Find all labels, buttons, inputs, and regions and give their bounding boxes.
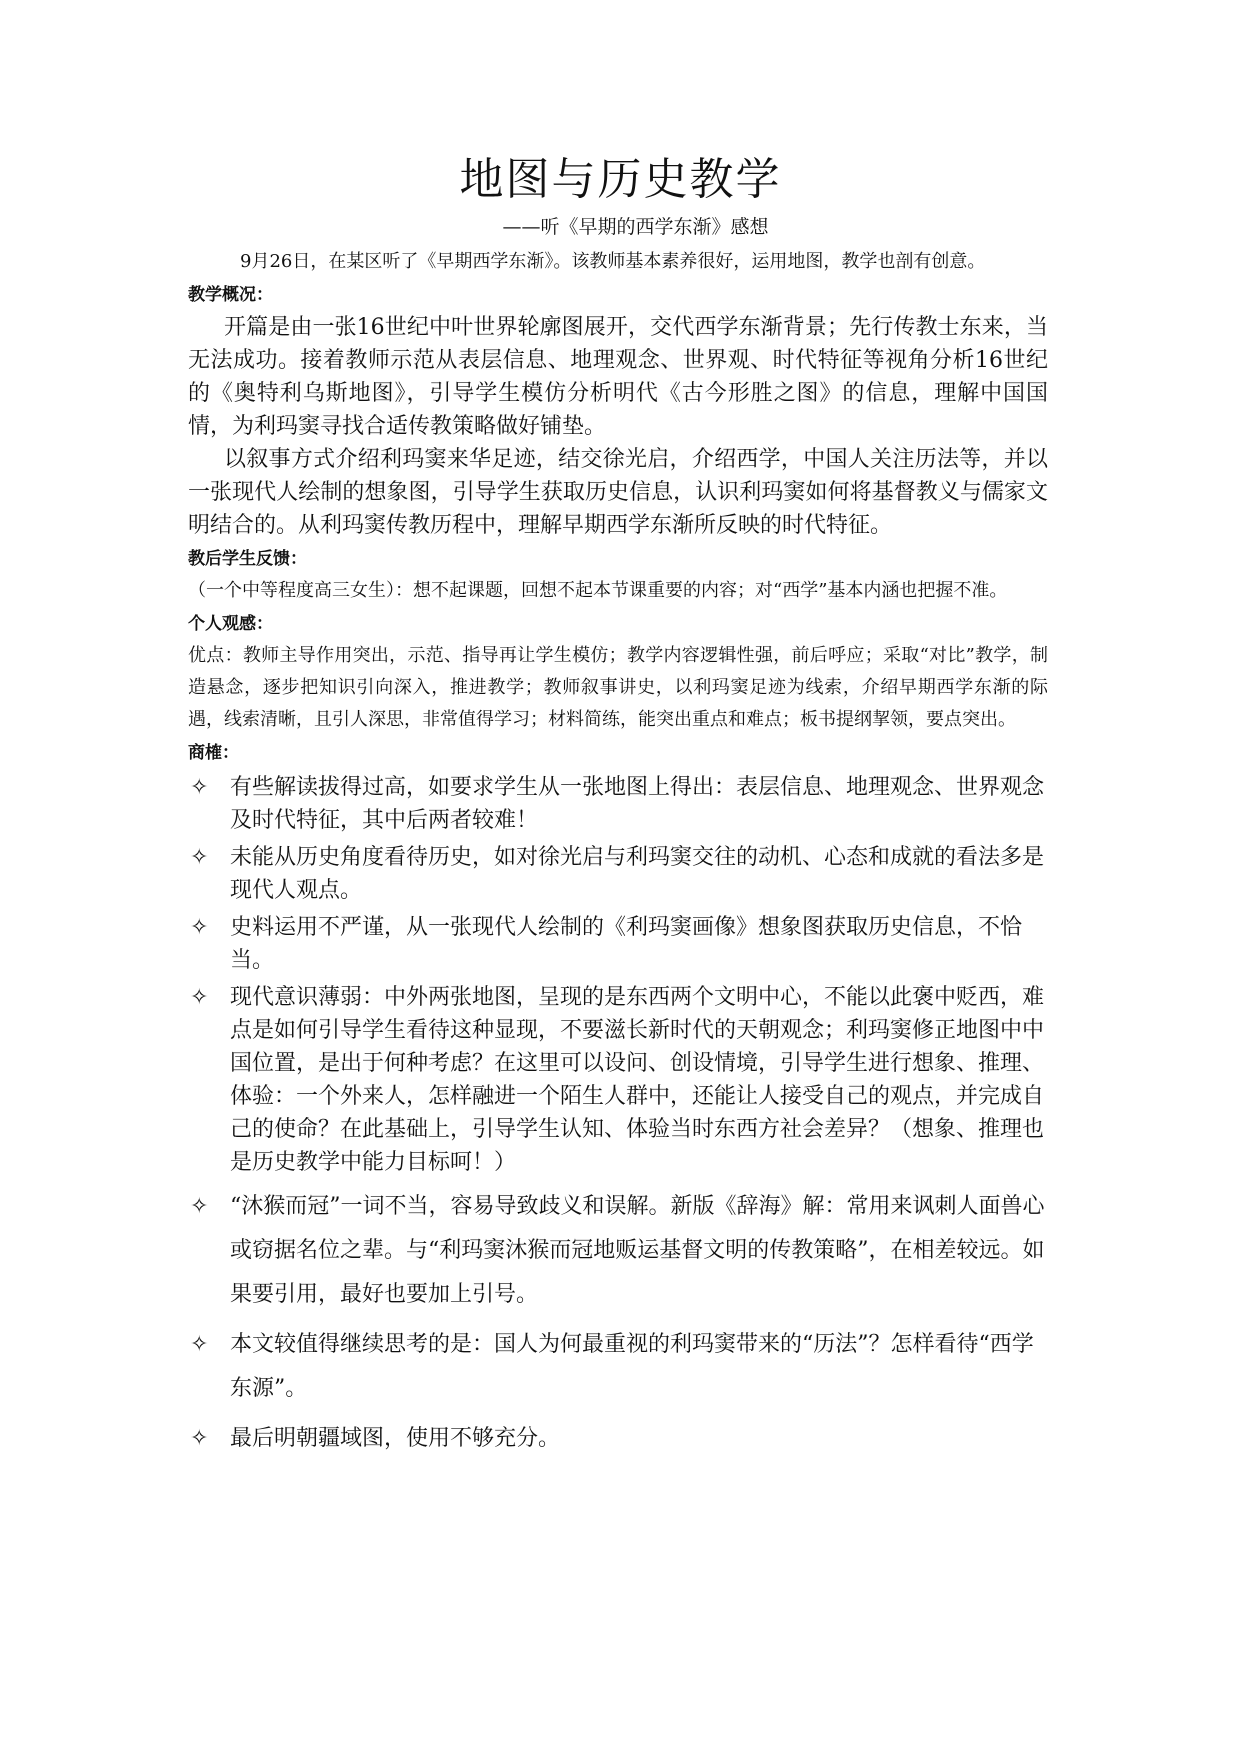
list-item-text: 最后明朝疆域图，使用不够充分。 bbox=[230, 1426, 561, 1451]
section-heading-discussion: 商榷： bbox=[188, 743, 239, 763]
list-item bbox=[188, 1323, 1048, 1411]
star-bullet-icon: ✧ bbox=[190, 1332, 209, 1357]
star-bullet-icon: ✧ bbox=[190, 915, 209, 940]
star-bullet-icon: ✧ bbox=[190, 775, 209, 800]
list-item-text: “沐猴而冠”一词不当，容易导致歧义和误解。新版《辞海》解：常用来讽刺人面兽心或窃据名位之辈。与“利玛窦沐猴而冠地贩运基督文明的传教策略”，在相差较远。如果要引用，最好也要加上引号。 bbox=[230, 1194, 1045, 1307]
list-item bbox=[188, 841, 1048, 907]
list-item-text: 未能从历史角度看待历史，如对徐光启与利玛窦交往的动机、心态和成就的看法多是现代人观点。 bbox=[230, 845, 1045, 903]
list-item-text: 现代意识薄弱：中外两张地图，呈现的是东西两个文明中心，不能以此褒中贬西，难点是如何引导学生看待这种显现，不要滋长新时代的天朝观念；利玛窦修正地图中中国位置，是出于何种考虑？在这里可以设问、创设情境，引导学生进行想象、推理、体验：一个外来人，怎样融进一个陌生人群中，还能让人接受自己的观点，并完成自己的使命？在此基础上，引导学生认知、体验当时东西方社会差异？（想象、推理也是历史教学中能力目标呵！） bbox=[230, 985, 1045, 1175]
list-item-text: 史料运用不严谨，从一张现代人绘制的《利玛窦画像》想象图获取历史信息，不恰当。 bbox=[230, 915, 1023, 973]
list-item bbox=[188, 771, 1048, 837]
discussion-list bbox=[188, 771, 1048, 1461]
section-heading-impressions: 个人观感： bbox=[188, 614, 273, 634]
page-subtitle: ——听《早期的西学东渐》感想 bbox=[502, 216, 769, 238]
intro-paragraph: 9月26日，在某区听了《早期西学东渐》。该教师基本素养很好，运用地图，教学也剖有创意。 bbox=[240, 251, 986, 272]
star-bullet-icon: ✧ bbox=[190, 985, 209, 1010]
star-bullet-icon: ✧ bbox=[190, 1426, 209, 1451]
list-item-text: 有些解读拔得过高，如要求学生从一张地图上得出：表层信息、地理观念、世界观念及时代特征，其中后两者较难！ bbox=[230, 775, 1045, 833]
overview-paragraph-2: 以叙事方式介绍利玛窦来华足迹，结交徐光启，介绍西学，中国人关注历法等，并以一张现代人绘制的想象图，引导学生获取历史信息，认识利玛窦如何将基督教义与儒家文明结合的。从利玛窦传教历程中，理解早期西学东渐所反映的时代特征。 bbox=[188, 447, 1048, 538]
star-bullet-icon: ✧ bbox=[190, 1194, 209, 1219]
star-bullet-icon: ✧ bbox=[190, 845, 209, 870]
list-item bbox=[188, 1417, 1048, 1461]
list-item bbox=[188, 1185, 1048, 1317]
list-item bbox=[188, 911, 1048, 977]
impressions-paragraph: 优点：教师主导作用突出，示范、指导再让学生模仿；教学内容逻辑性强，前后呼应；采取“对比”教学，制造悬念，逐步把知识引向深入，推进教学；教师叙事讲史，以利玛窦足迹为线索，介绍早期西学东渐的际遇，线索清晰，且引人深思，非常值得学习；材料简练，能突出重点和难点；板书提纲挈领，要点突出。 bbox=[188, 645, 1048, 730]
section-heading-overview: 教学概况： bbox=[188, 285, 273, 305]
section-heading-feedback: 教后学生反馈： bbox=[188, 549, 307, 569]
feedback-paragraph: （一个中等程度高三女生）：想不起课题，回想不起本节课重要的内容；对“西学”基本内涵也把握不准。 bbox=[188, 580, 1008, 601]
list-item bbox=[188, 981, 1048, 1179]
overview-paragraph-1: 开篇是由一张16世纪中叶世界轮廓图展开，交代西学东渐背景；先行传教士东来，当无法成功。接着教师示范从表层信息、地理观念、世界观、时代特征等视角分析16世纪的《奥特利乌斯地图》，引导学生模仿分析明代《古今形胜之图》的信息，理解中国国情，为利玛窦寻找合适传教策略做好铺垫。 bbox=[188, 315, 1048, 439]
list-item-text: 本文较值得继续思考的是：国人为何最重视的利玛窦带来的“历法”？怎样看待“西学东源”。 bbox=[230, 1332, 1034, 1401]
page-title: 地图与历史教学 bbox=[459, 154, 782, 205]
document-body bbox=[188, 246, 1048, 1465]
